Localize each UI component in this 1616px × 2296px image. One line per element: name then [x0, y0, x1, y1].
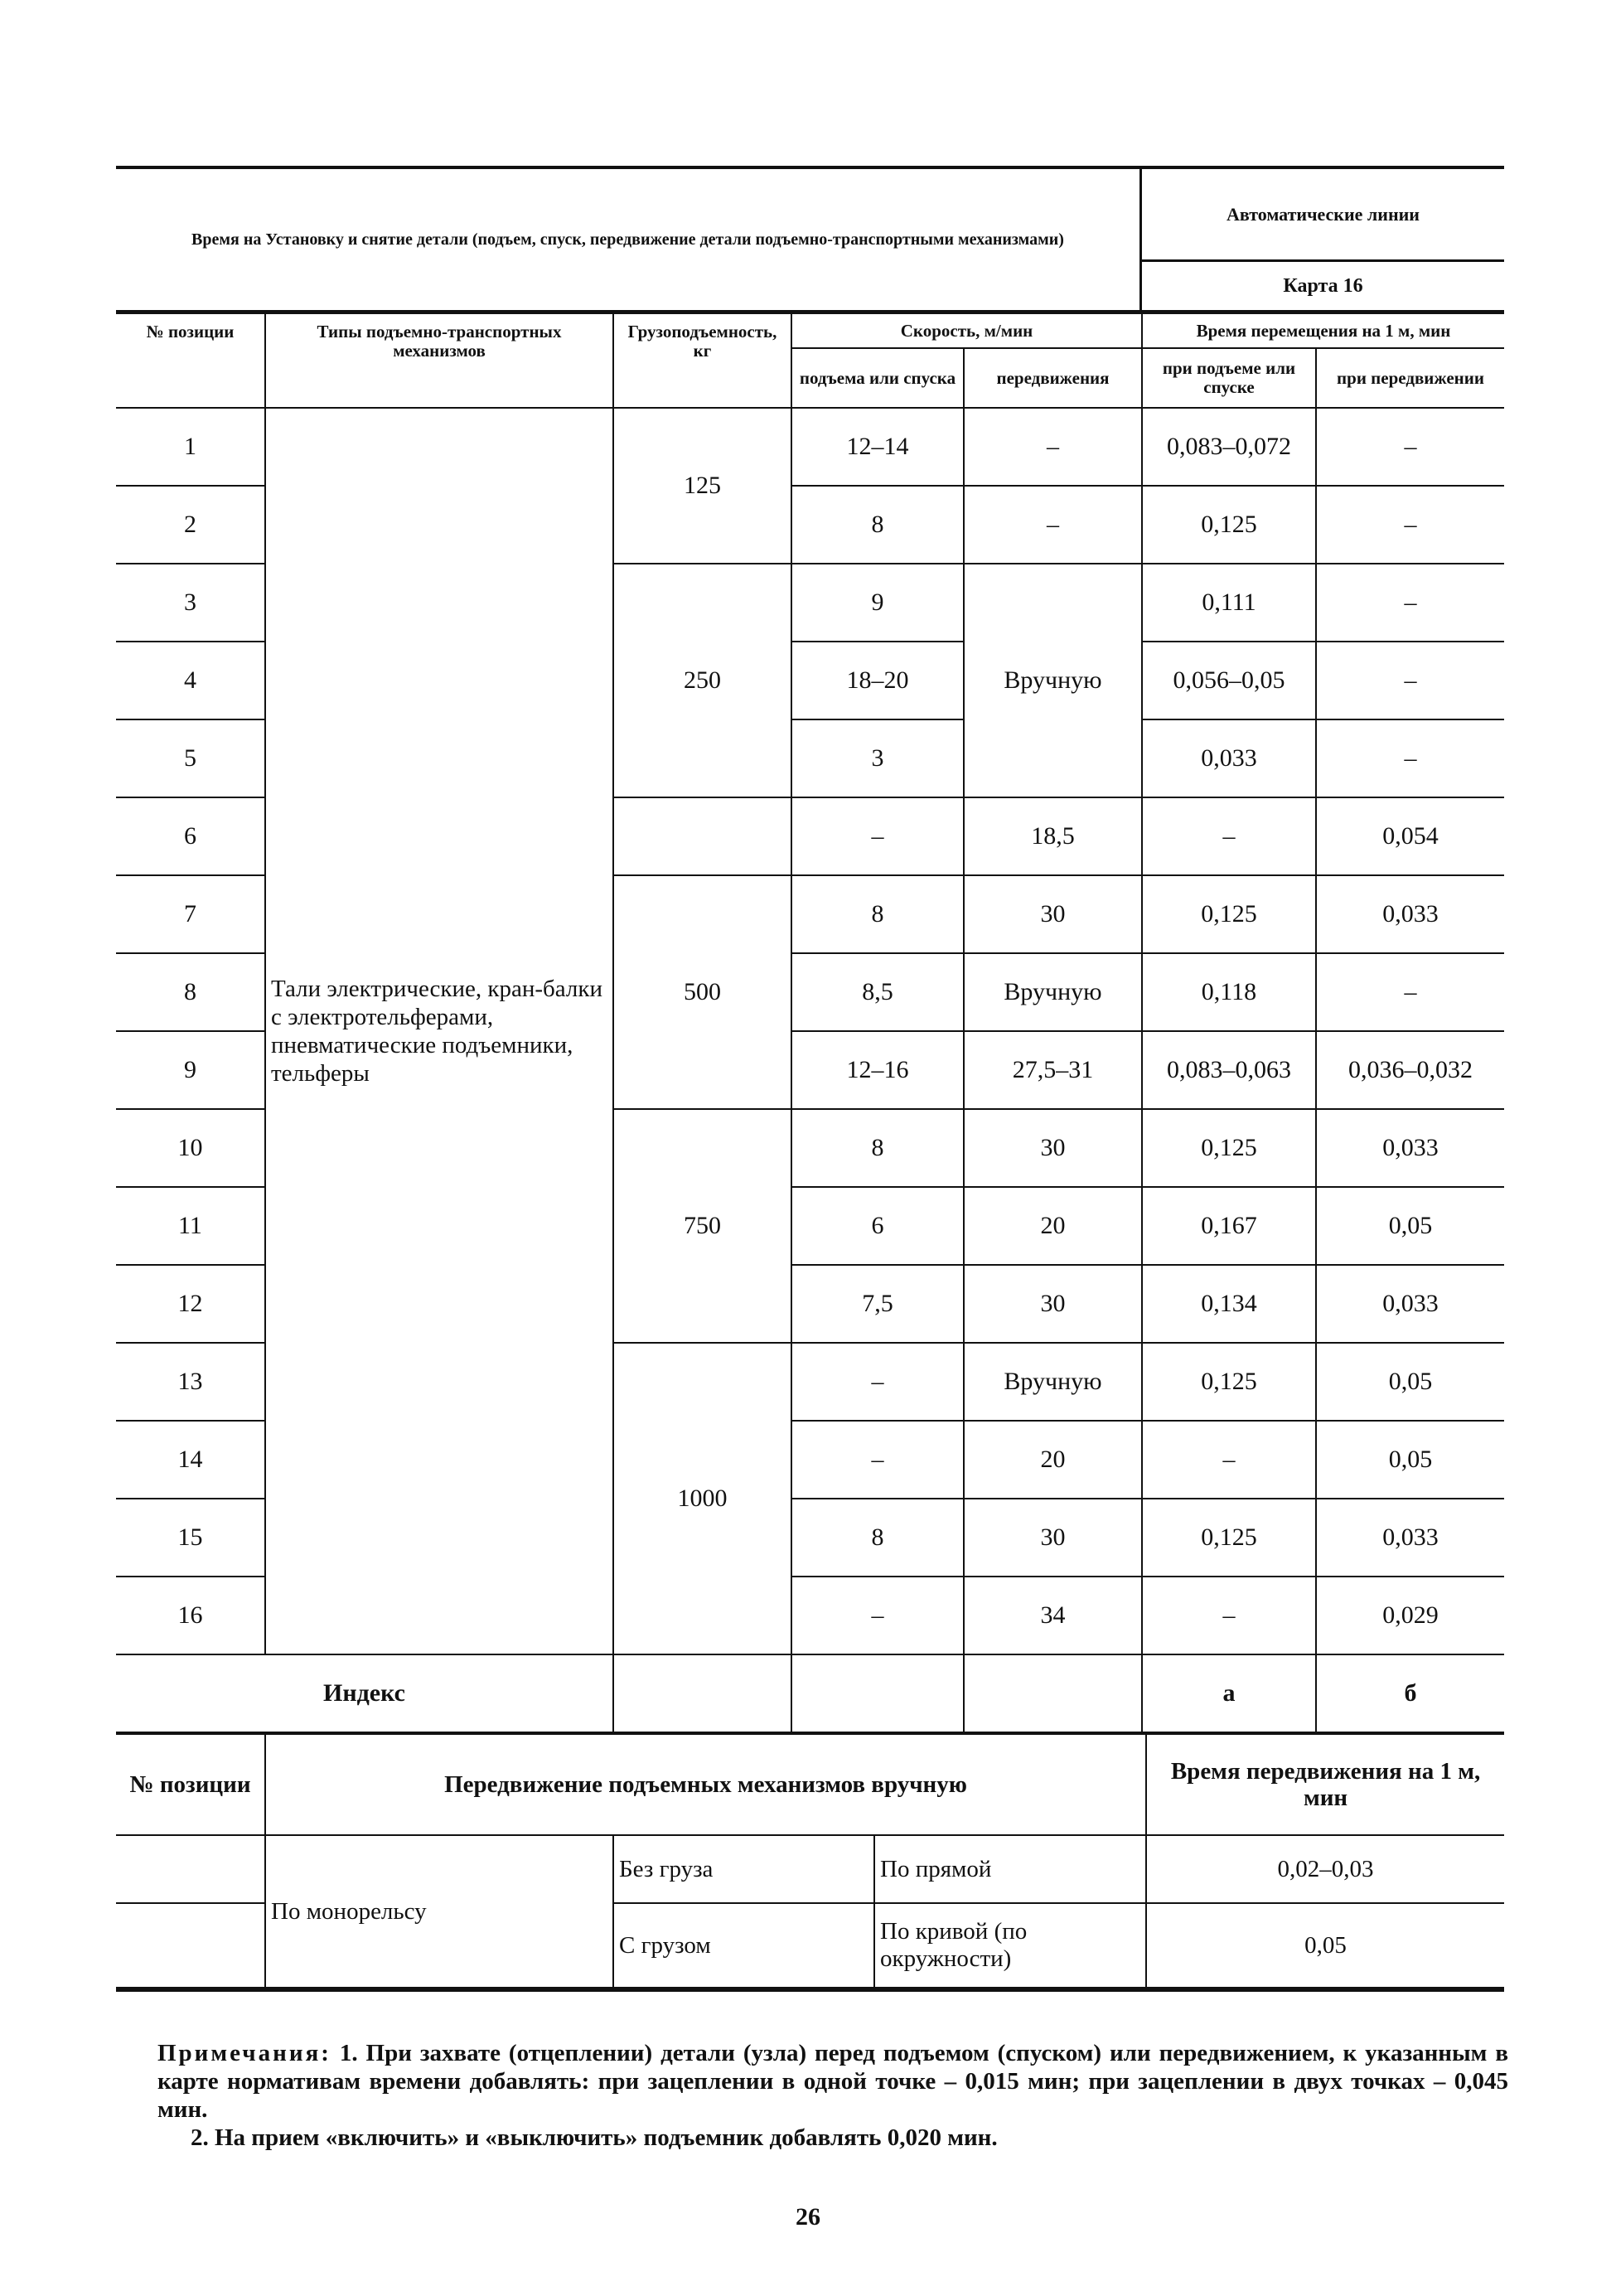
- time-lift: 0,033: [1142, 719, 1316, 797]
- with-load-label: С грузом: [613, 1903, 874, 1988]
- time-lift: 0,056–0,05: [1142, 642, 1316, 719]
- index-row: [116, 1654, 1504, 1732]
- time-lift: 0,125: [1142, 486, 1316, 564]
- time-lift: 0,083–0,063: [1142, 1031, 1316, 1109]
- capacity-cell: 500: [613, 875, 791, 1109]
- row-number: 4: [116, 642, 265, 719]
- speed-move: –: [964, 486, 1142, 564]
- col-capacity-header: Грузоподъемность, кг: [613, 313, 791, 408]
- time-move: 0,029: [1316, 1577, 1504, 1654]
- speed-move: 30: [964, 1499, 1142, 1577]
- row-number: 5: [116, 719, 265, 797]
- time-move: –: [1316, 642, 1504, 719]
- speed-lift: –: [791, 1343, 964, 1421]
- time-move: 0,033: [1316, 1109, 1504, 1187]
- row-number: 15: [116, 1499, 265, 1577]
- time-curve: 0,05: [1146, 1903, 1504, 1988]
- col-speed-move: передвижения: [964, 348, 1142, 408]
- time-move: 0,033: [1316, 1499, 1504, 1577]
- time-lift: 0,125: [1142, 1109, 1316, 1187]
- time-move: –: [1316, 953, 1504, 1031]
- manual-header-row: [116, 1734, 1504, 1835]
- notes-label: Примечания:: [157, 2040, 331, 2066]
- straight-label: По прямой: [874, 1835, 1146, 1903]
- index-empty: [791, 1654, 964, 1732]
- col-speed-header: Скорость, м/мин: [791, 313, 1142, 348]
- row-number-empty: [116, 1903, 265, 1988]
- time-lift: 0,167: [1142, 1187, 1316, 1265]
- time-lift: 0,083–0,072: [1142, 408, 1316, 486]
- time-move: 0,036–0,032: [1316, 1031, 1504, 1109]
- manual-title: Передвижение подъемных механизмов вручную: [265, 1734, 1146, 1835]
- manual-move-table: [116, 1733, 1504, 1988]
- capacity-cell: 125: [613, 408, 791, 564]
- time-lift: 0,134: [1142, 1265, 1316, 1343]
- speed-lift: 18–20: [791, 642, 964, 719]
- row-number: 14: [116, 1421, 265, 1499]
- capacity-cell: 750: [613, 1109, 791, 1343]
- speed-lift: –: [791, 1577, 964, 1654]
- manual-time-header: Время передвижения на 1 м, мин: [1146, 1734, 1504, 1835]
- col-pos-header: № позиции: [116, 313, 265, 408]
- time-move: 0,05: [1316, 1421, 1504, 1499]
- time-lift: 0,118: [1142, 953, 1316, 1031]
- speed-lift: 12–14: [791, 408, 964, 486]
- speed-lift: 8: [791, 486, 964, 564]
- curve-label: По кривой (по окружности): [874, 1903, 1146, 1988]
- page-number: 26: [796, 2203, 820, 2231]
- time-lift: 0,125: [1142, 1343, 1316, 1421]
- row-number: 7: [116, 875, 265, 953]
- time-lift: –: [1142, 1421, 1316, 1499]
- card-number: Карта 16: [1283, 274, 1363, 297]
- speed-move: 18,5: [964, 797, 1142, 875]
- time-move: 0,05: [1316, 1187, 1504, 1265]
- capacity-cell: 1000: [613, 1343, 791, 1654]
- col-time-lift: при подъеме или спуске: [1142, 348, 1316, 408]
- speed-lift: 8: [791, 1499, 964, 1577]
- time-move: –: [1316, 564, 1504, 642]
- capacity-cell: 250: [613, 564, 791, 797]
- speed-lift: –: [791, 1421, 964, 1499]
- row-number-empty: [116, 1835, 265, 1903]
- note-1: [157, 2039, 1508, 2124]
- speed-lift: 9: [791, 564, 964, 642]
- table-header-row: [116, 313, 1504, 348]
- card-header-right: [1142, 169, 1504, 310]
- row-number: 3: [116, 564, 265, 642]
- time-move: –: [1316, 486, 1504, 564]
- no-load-label: Без груза: [613, 1835, 874, 1903]
- time-move: –: [1316, 719, 1504, 797]
- row-number: 12: [116, 1265, 265, 1343]
- bottom-rule: [116, 1988, 1504, 1992]
- note-2: 2. На прием «включить» и «выключить» подъемник добавлять 0,020 мин.: [191, 2124, 998, 2151]
- row-number: 16: [116, 1577, 265, 1654]
- card-sheet: [116, 166, 1504, 1992]
- time-move: 0,05: [1316, 1343, 1504, 1421]
- table-row: [116, 408, 1504, 486]
- row-number: 1: [116, 408, 265, 486]
- speed-move: 20: [964, 1187, 1142, 1265]
- row-number: 9: [116, 1031, 265, 1109]
- speed-lift: 6: [791, 1187, 964, 1265]
- automatic-lines-label: Автоматические линии: [1142, 169, 1504, 262]
- notes: [157, 2039, 1508, 2152]
- time-lift: 0,111: [1142, 564, 1316, 642]
- card-title: Время на Установку и снятие детали (подъем, спуск, передвижение детали подъемно-транспортными механизмами): [116, 169, 1142, 310]
- speed-move: Вручную: [964, 564, 1142, 797]
- note-1-text: 1. При захвате (отцеплении) детали (узла) перед подъемом (спуском) или передвижением, к указанным в карте нормативам времени добавлять: при зацеплении в одной точке – 0,015 мин; при зацеплении в двух точках – 0,045 мин.: [157, 2040, 1508, 2123]
- row-number: 8: [116, 953, 265, 1031]
- speed-move: Вручную: [964, 1343, 1142, 1421]
- manual-row: [116, 1835, 1504, 1903]
- speed-move: 20: [964, 1421, 1142, 1499]
- time-move: –: [1316, 408, 1504, 486]
- speed-move: –: [964, 408, 1142, 486]
- norms-table: [116, 312, 1504, 1733]
- index-label: Индекс: [116, 1654, 613, 1732]
- speed-lift: 8: [791, 875, 964, 953]
- col-speed-lift: подъема или спуска: [791, 348, 964, 408]
- speed-move: 34: [964, 1577, 1142, 1654]
- speed-lift: 12–16: [791, 1031, 964, 1109]
- index-a: а: [1142, 1654, 1316, 1732]
- speed-lift: –: [791, 797, 964, 875]
- speed-lift: 8: [791, 1109, 964, 1187]
- time-lift: –: [1142, 1577, 1316, 1654]
- speed-lift: 3: [791, 719, 964, 797]
- time-move: 0,033: [1316, 875, 1504, 953]
- speed-lift: 8,5: [791, 953, 964, 1031]
- index-b: б: [1316, 1654, 1504, 1732]
- time-lift: –: [1142, 797, 1316, 875]
- row-number: 11: [116, 1187, 265, 1265]
- time-straight: 0,02–0,03: [1146, 1835, 1504, 1903]
- time-move: 0,054: [1316, 797, 1504, 875]
- index-empty: [964, 1654, 1142, 1732]
- speed-move: 30: [964, 1265, 1142, 1343]
- row-number: 6: [116, 797, 265, 875]
- speed-lift: 7,5: [791, 1265, 964, 1343]
- col-time-move: при передвижении: [1316, 348, 1504, 408]
- row-number: 13: [116, 1343, 265, 1421]
- speed-move: 27,5–31: [964, 1031, 1142, 1109]
- time-move: 0,033: [1316, 1265, 1504, 1343]
- manual-pos-header: № позиции: [116, 1734, 265, 1835]
- col-type-header: Типы подъемно-транспортных механизмов: [265, 313, 613, 408]
- speed-move: 30: [964, 875, 1142, 953]
- row-number: 10: [116, 1109, 265, 1187]
- card-header: [116, 169, 1504, 312]
- col-time-header: Время перемещения на 1 м, мин: [1142, 313, 1504, 348]
- speed-move: Вручную: [964, 953, 1142, 1031]
- mechanism-types: Тали электрические, кран-балки с электротельферами, пневматические подъемники, тельферы: [265, 408, 613, 1654]
- time-lift: 0,125: [1142, 1499, 1316, 1577]
- row-number: 2: [116, 486, 265, 564]
- speed-move: 30: [964, 1109, 1142, 1187]
- capacity-cell-empty: [613, 797, 791, 875]
- time-lift: 0,125: [1142, 875, 1316, 953]
- index-empty: [613, 1654, 791, 1732]
- monorail-label: По монорельсу: [265, 1835, 613, 1988]
